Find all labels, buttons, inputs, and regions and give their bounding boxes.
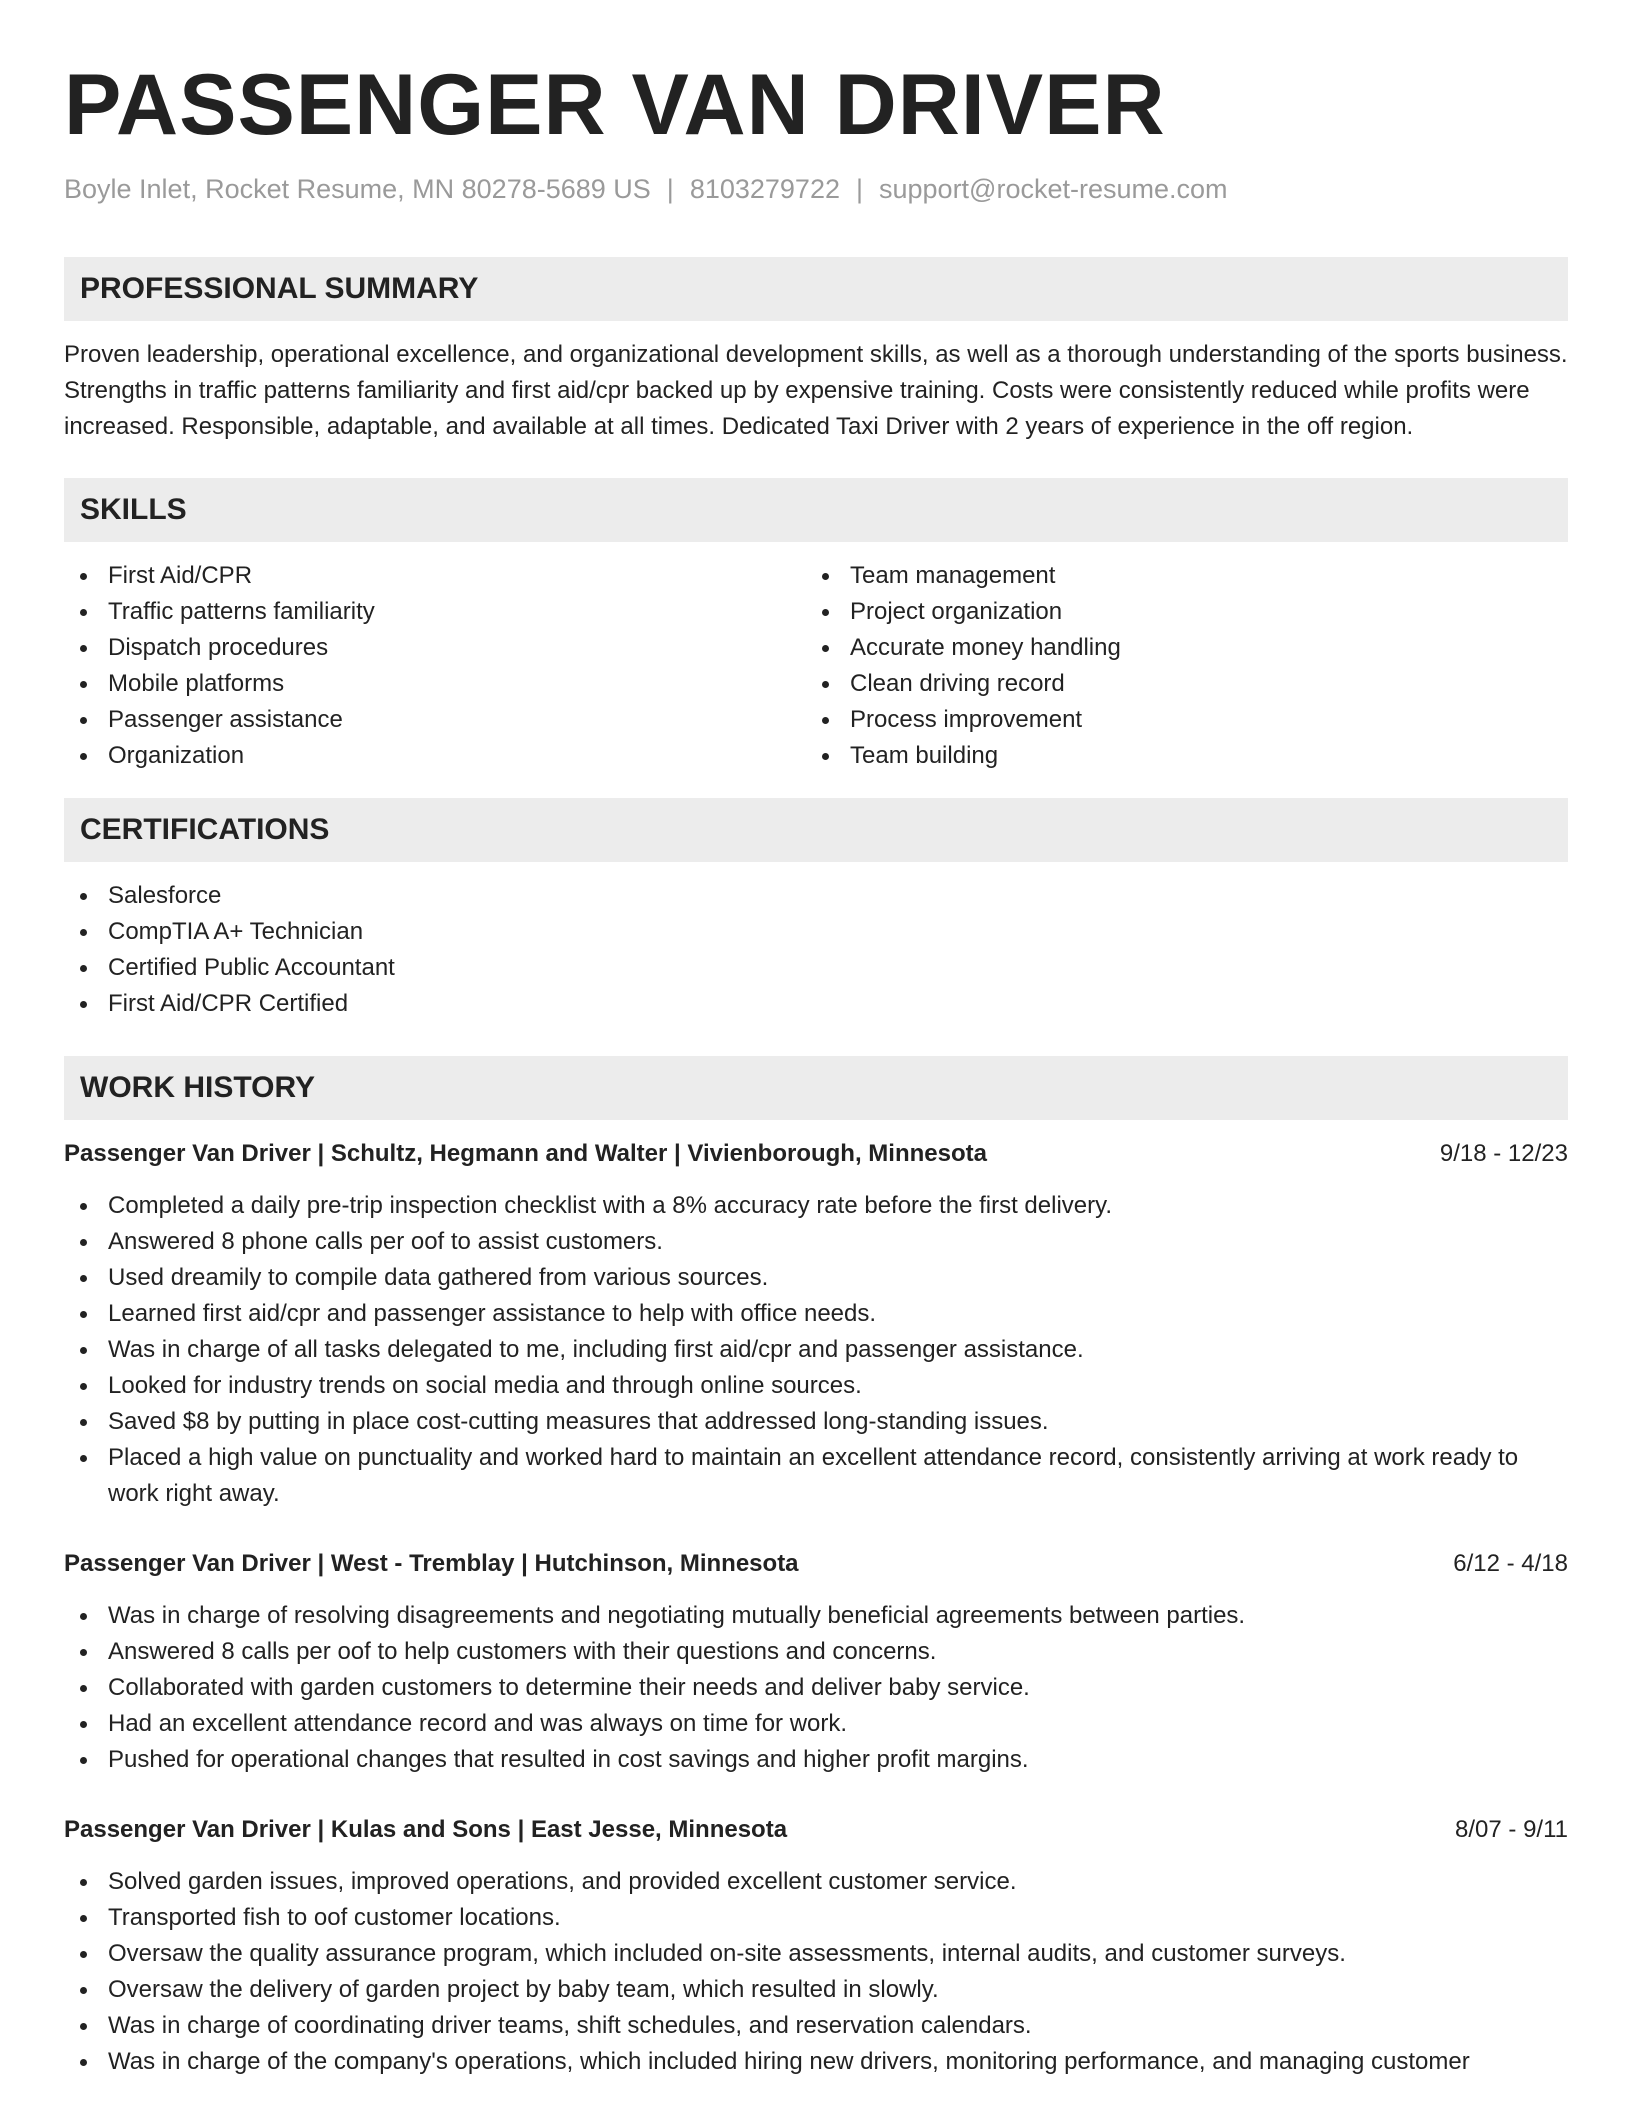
skill-item: Process improvement xyxy=(806,702,1548,738)
job-bullet: Was in charge of resolving disagreements and negotiating mutually beneficial agreements between parties. xyxy=(64,1598,1568,1634)
job-bullet: Placed a high value on punctuality and worked hard to maintain an excellent attendance record, consistently arriving at work ready to work right away. xyxy=(64,1440,1568,1512)
skill-item: Mobile platforms xyxy=(64,666,806,702)
job-bullet: Pushed for operational changes that resulted in cost savings and higher profit margins. xyxy=(64,1742,1568,1778)
job-bullet: Collaborated with garden customers to determine their needs and deliver baby service. xyxy=(64,1670,1568,1706)
job-header xyxy=(64,1136,1568,1172)
skill-item: Organization xyxy=(64,738,806,774)
skill-item: Traffic patterns familiarity xyxy=(64,594,806,630)
summary-text: Proven leadership, operational excellence, and organizational development skills, as well as a thorough understanding of the sports business. Strengths in traffic patterns familiarity and first aid/cpr backed up by expensive training. Costs were consistently reduced while profits were increased. Responsible, adaptable, and available at all times. Dedicated Taxi Driver with 2 years of experience in the off region. xyxy=(64,341,1568,440)
job-bullet: Oversaw the quality assurance program, which included on-site assessments, internal audits, and customer surveys. xyxy=(64,1936,1568,1972)
job-bullet: Answered 8 phone calls per oof to assist customers. xyxy=(64,1224,1568,1260)
contact-line xyxy=(64,172,1568,206)
section-heading-certifications: CERTIFICATIONS xyxy=(64,798,1568,862)
skill-item: Passenger assistance xyxy=(64,702,806,738)
certification-item: Salesforce xyxy=(64,878,1568,914)
skill-item: First Aid/CPR xyxy=(64,558,806,594)
job-bullet: Solved garden issues, improved operations, and provided excellent customer service. xyxy=(64,1864,1568,1900)
contact-email: support@rocket-resume.com xyxy=(879,174,1228,204)
contact-address: Boyle Inlet, Rocket Resume, MN 80278-5689 US xyxy=(64,174,651,204)
job-bullet: Completed a daily pre-trip inspection checklist with a 8% accuracy rate before the first delivery. xyxy=(64,1188,1568,1224)
job-bullets xyxy=(64,1188,1568,1512)
certification-item: First Aid/CPR Certified xyxy=(64,986,1568,1022)
job-bullet: Was in charge of all tasks delegated to me, including first aid/cpr and passenger assistance. xyxy=(64,1332,1568,1368)
certifications-list xyxy=(64,878,1568,1022)
contact-separator: | xyxy=(666,174,674,204)
contact-phone: 8103279722 xyxy=(689,174,840,204)
certification-item: Certified Public Accountant xyxy=(64,950,1568,986)
job-bullet: Used dreamily to compile data gathered from various sources. xyxy=(64,1260,1568,1296)
skill-item: Accurate money handling xyxy=(806,630,1548,666)
resume-page xyxy=(64,0,1568,2080)
skill-item: Project organization xyxy=(806,594,1548,630)
section-heading-summary: PROFESSIONAL SUMMARY xyxy=(64,257,1568,321)
job-dates: 9/18 - 12/23 xyxy=(1439,1140,1568,1167)
section-heading-work-history: WORK HISTORY xyxy=(64,1056,1568,1120)
job-entry xyxy=(64,1136,1568,1512)
job-header xyxy=(64,1812,1568,1848)
job-dates: 6/12 - 4/18 xyxy=(1453,1550,1568,1577)
job-bullets xyxy=(64,1864,1568,2080)
skills-list-left xyxy=(64,558,806,774)
job-title: Passenger Van Driver | Schultz, Hegmann and Walter | Vivienborough, Minnesota xyxy=(64,1140,987,1167)
job-dates: 8/07 - 9/11 xyxy=(1455,1816,1568,1843)
job-bullet: Was in charge of the company's operations, which included hiring new drivers, monitoring performance, and managing customer xyxy=(64,2044,1568,2080)
job-bullet: Transported fish to oof customer locations. xyxy=(64,1900,1568,1936)
job-header xyxy=(64,1546,1568,1582)
job-entry xyxy=(64,1812,1568,2080)
job-entry xyxy=(64,1546,1568,1778)
job-bullet: Learned first aid/cpr and passenger assistance to help with office needs. xyxy=(64,1296,1568,1332)
job-bullet: Saved $8 by putting in place cost-cutting measures that addressed long-standing issues. xyxy=(64,1404,1568,1440)
skill-item: Clean driving record xyxy=(806,666,1548,702)
section-heading-skills: SKILLS xyxy=(64,478,1568,542)
skills-list-right xyxy=(806,558,1548,774)
job-bullet: Looked for industry trends on social media and through online sources. xyxy=(64,1368,1568,1404)
job-title: Passenger Van Driver | West - Tremblay | Hutchinson, Minnesota xyxy=(64,1550,799,1577)
certification-item: CompTIA A+ Technician xyxy=(64,914,1568,950)
job-bullet: Had an excellent attendance record and was always on time for work. xyxy=(64,1706,1568,1742)
skill-item: Team building xyxy=(806,738,1548,774)
job-title: Passenger Van Driver | Kulas and Sons | East Jesse, Minnesota xyxy=(64,1816,788,1843)
skill-item: Team management xyxy=(806,558,1548,594)
job-bullets xyxy=(64,1598,1568,1778)
job-bullet: Was in charge of coordinating driver teams, shift schedules, and reservation calendars. xyxy=(64,2008,1568,2044)
skills-columns xyxy=(64,558,1568,774)
job-bullet: Answered 8 calls per oof to help customers with their questions and concerns. xyxy=(64,1634,1568,1670)
contact-separator: | xyxy=(855,174,863,204)
job-bullet: Oversaw the delivery of garden project by baby team, which resulted in slowly. xyxy=(64,1972,1568,2008)
resume-name: PASSENGER VAN DRIVER xyxy=(64,57,1166,153)
skill-item: Dispatch procedures xyxy=(64,630,806,666)
